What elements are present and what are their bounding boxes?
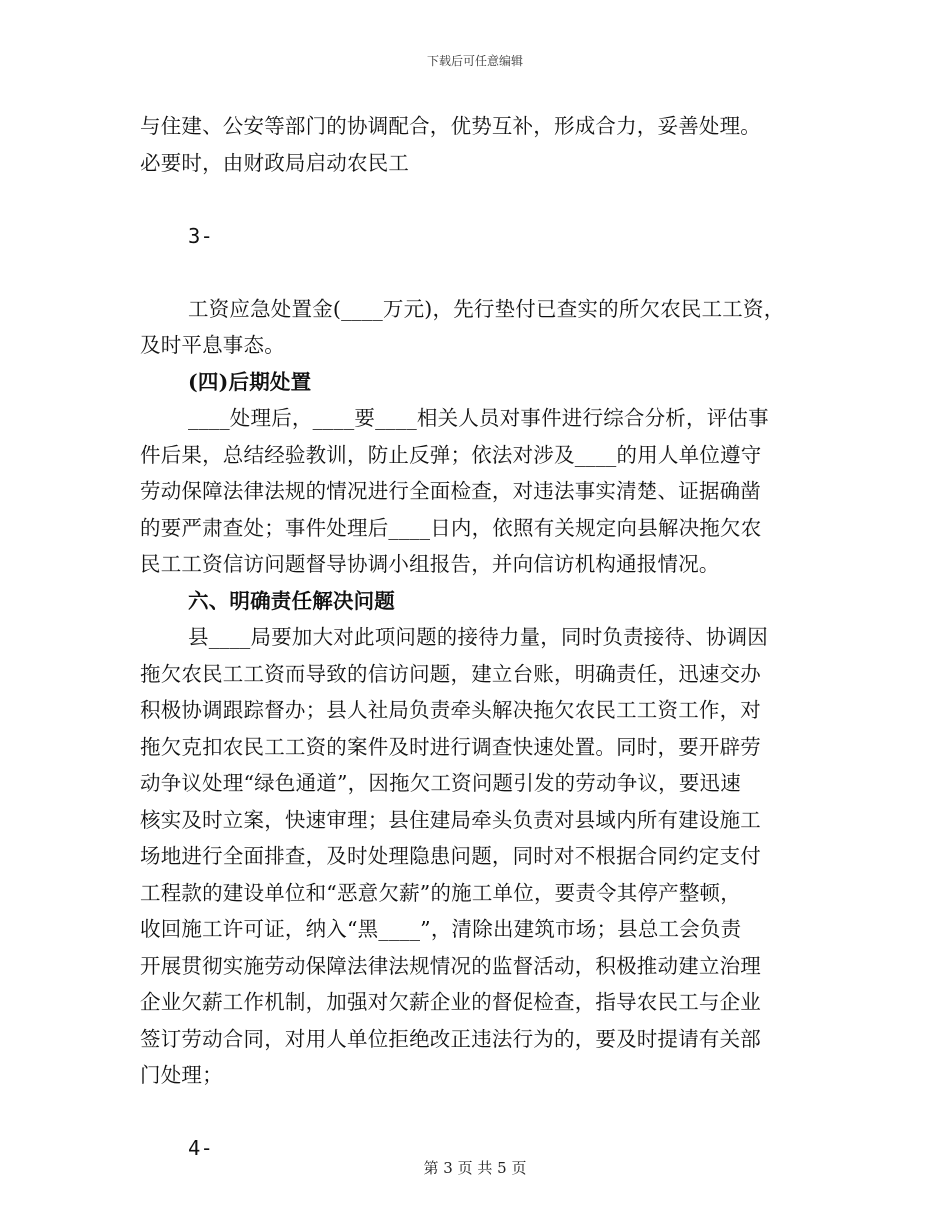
- text-line: 开展贯彻实施劳动保障法律法规情况的监督活动，积极推动建立治理: [140, 953, 761, 978]
- text-line: 必要时，由财政局启动农民工: [140, 150, 410, 175]
- text-line: 积极协调跟踪督办；县人社局负责牵头解决拖欠农民工工资工作，对: [140, 698, 761, 722]
- text-line: 拖欠克扣农民工工资的案件及时进行调查快速处置。同时，要开辟劳: [140, 734, 761, 759]
- section-heading: 六、明确责任解决问题: [188, 588, 395, 613]
- section-heading: (四)后期处置: [188, 369, 312, 394]
- text-line: 民工工资信访问题督导协调小组报告，并向信访机构通报情况。: [140, 552, 720, 576]
- text-line: 及时平息事态。: [140, 333, 285, 357]
- text-line: 工程款的建设单位和“恶意欠薪”的施工单位，要责令其停产整顿，: [140, 880, 741, 905]
- inline-page-marker: 4-: [188, 1136, 214, 1160]
- text-line: 收回施工许可证，纳入“黑____”，清除出建筑市场；县总工会负责: [140, 917, 742, 941]
- text-line: 动争议处理“绿色通道”，因拖欠工资问题引发的劳动争议，要迅速: [140, 771, 741, 795]
- text-line: 工资应急处置金(____万元)，先行垫付已查实的所欠农民工工资，: [188, 296, 785, 321]
- text-line: 县____局要加大对此项问题的接待力量，同时负责接待、协调因: [188, 625, 768, 649]
- text-line: 劳动保障法律法规的情况进行全面检查，对违法事实清楚、证据确凿: [140, 479, 761, 503]
- text-line: 签订劳动合同，对用人单位拒绝改正违法行为的，要及时提请有关部: [140, 1026, 761, 1051]
- text-line: [140, 254, 812, 291]
- text-line: ____处理后，____要____相关人员对事件进行综合分析，评估事: [188, 406, 769, 430]
- text-line: 拖欠农民工工资而导致的信访问题，建立台账，明确责任，迅速交办: [140, 661, 761, 686]
- inline-page-marker: 3-: [188, 223, 214, 248]
- document-body: [140, 108, 812, 1167]
- text-line: 的要严肃查处；事件处理后____日内，依照有关规定向县解决拖欠农: [140, 515, 762, 540]
- text-line: [140, 181, 812, 218]
- page-footer: 第 3 页 共 5 页: [423, 1159, 527, 1177]
- text-line: 门处理；: [140, 1063, 223, 1087]
- text-line: 场地进行全面排查，及时处理隐患问题，同时对不根据合同约定支付: [140, 844, 761, 868]
- text-line: [140, 1094, 812, 1131]
- page-header: 下载后可任意编辑: [426, 54, 523, 68]
- text-line: 件后果，总结经验教训，防止反弹；依法对涉及____的用人单位遵守: [140, 442, 762, 467]
- text-line: 企业欠薪工作机制，加强对欠薪企业的督促检查，指导农民工与企业: [140, 990, 761, 1014]
- text-line: 核实及时立案，快速审理；县住建局牵头负责对县域内所有建设施工: [140, 807, 761, 832]
- text-line: 与住建、公安等部门的协调配合，优势互补，形成合力，妥善处理。: [140, 114, 761, 138]
